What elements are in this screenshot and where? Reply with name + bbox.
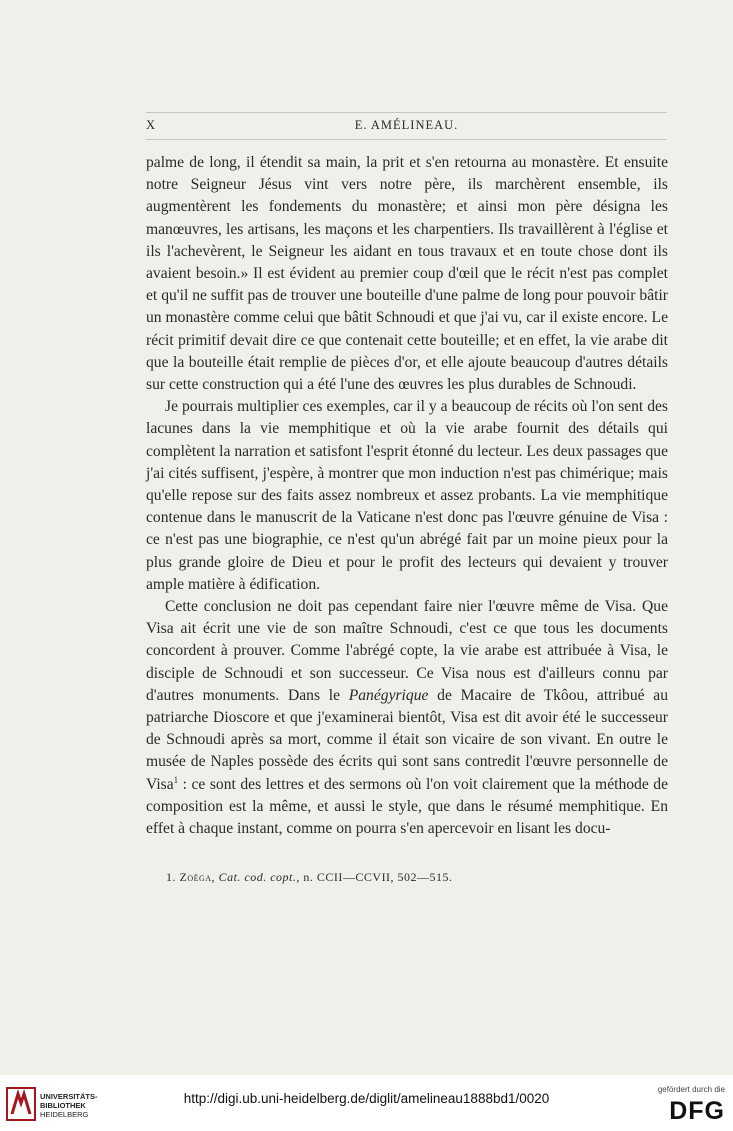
- footnote-reference-text: n. CCII—CCVII, 502—515.: [303, 870, 453, 884]
- funding-note: gefördert durch die: [657, 1085, 725, 1094]
- paragraph-3-text-c: : ce sont des lettres et des sermons où l'on voit clairement que la méthode de composition est la même, et aussi le style, que dans le résumé memphitique. En effet à chaque instant, comme on pourra s'en apercevoir en lisant les docu-: [146, 775, 668, 838]
- header-bottom-rule: [146, 139, 667, 140]
- running-header: [146, 118, 667, 136]
- header-top-rule: [146, 112, 667, 113]
- footnote-reference: 1: [173, 774, 179, 785]
- digitization-footer: [0, 1075, 733, 1131]
- panegyrique-title: Panégyrique: [348, 686, 429, 704]
- paragraph-1: palme de long, il étendit sa main, la prit et s'en retourna au monastère. Et ensuite notre Seigneur Jésus vint vers notre père, ils marchèrent ensemble, ils augmentèrent les fondements du monastère; et ainsi mon père désigna les manœuvres, les artisans, les maçons et les charpentiers. Ils travaillèrent à l'église et ils l'achevèrent, le Seigneur les aidant en tous travaux et en toute chose dont ils avaient besoin.» Il est évident au premier coup d'œil que le récit n'est pas complet et qu'il ne suffit pas de trouver une bouteille d'une palme de long pour pouvoir bâtir un monastère comme celui que bâtit Schnoudi et que j'ai vu, car il existe encore. Le récit primitif devait dire ce que contenait cette bouteille; et en effet, la vie arabe dit que la bouteille était remplie de pièces d'or, et elle ajoute beaucoup d'autres détails sur cette construction qui a été l'une des œuvres les plus durables de Schnoudi.: [146, 154, 668, 394]
- paragraph-3-text-a: Cette conclusion ne doit pas cependant faire nier l'œuvre même de Visa. Que Visa ait écrit une vie de son maître Schnoudi, c'est ce que tous les documents concordent à prouver. Comme l'abrégé copte, la vie arabe est attribuée à Visa, le disciple de Schnoudi et son successeur. Ce Visa nous est d'ailleurs connu par d'autres monuments. Dans le: [146, 598, 668, 704]
- footnote-work: Cat. cod. copt.,: [218, 870, 300, 884]
- footnote-author: Zoëga,: [179, 870, 216, 884]
- page-number: X: [146, 118, 157, 132]
- main-text: [146, 152, 668, 840]
- footnote-number: 1.: [166, 870, 176, 884]
- paragraph-2: Je pourrais multiplier ces exemples, car il y a beaucoup de récits où l'on sent des lacunes dans la vie memphitique et où la vie arabe fournit des détails qui complètent la narration et satisfont l'esprit étonné du lecteur. Les deux passages que j'ai cités suffisent, j'espère, à montrer que mon induction n'est pas chimérique; mais qu'elle repose sur des faits assez nombreux et assez probants. La vie memphitique contenue dans le manuscrit de la Vaticane n'est donc pas l'œuvre génuine de Visa : ce n'est pas une biographie, ce n'est qu'un abrégé fait par un moine pieux pour la plus grande gloire de Dieu et pour le profit des lecteurs qui devaient y trouver ample matière à édification.: [146, 398, 669, 593]
- dfg-logo: DFG: [669, 1097, 725, 1125]
- permalink-url[interactable]: http://digi.ub.uni-heidelberg.de/diglit/amelineau1888bd1/0020: [183, 1091, 550, 1106]
- paragraph-3-text-b: de Macaire de Tkôou, attribué au patriarche Dioscore et que j'examinerai bientôt, Visa est dit avoir été le successeur de Schnoudi après sa mort, comme il était son vicaire de son vivant. En outre le musée de Naples possède des écrits qui sont sans contredit l'œuvre personnelle de Visa: [146, 686, 668, 793]
- footnote: [166, 870, 666, 885]
- library-name-line-3: HEIDELBERG: [40, 1110, 89, 1119]
- library-name-line-1: UNIVERSITÄTS-: [40, 1092, 98, 1101]
- paragraph-3: [146, 596, 668, 840]
- library-name-line-2: BIBLIOTHEK: [40, 1101, 86, 1110]
- running-title: E. AMÉLINEAU.: [354, 118, 459, 132]
